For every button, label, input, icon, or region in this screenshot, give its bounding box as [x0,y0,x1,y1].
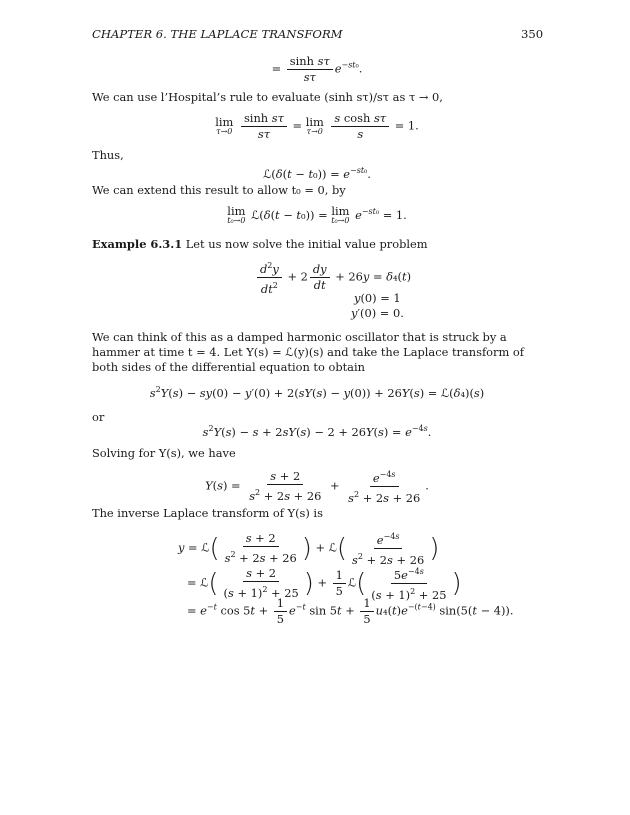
paragraph-thus: Thus, [92,148,124,162]
equation-transformed: $s^2Y(s) - sy(0) - y'(0) + 2(sY(s) - y(0)) + 26Y(s)$ = ℒ(δ₄)(s) [149,385,485,400]
inverse-line-3: = $e^{-t}$ cos 5t + $\frac{1}{5}$ $e^{-t}$ sin 5t + $\frac{1}{5}$ $u_4(t)e^{-(t-4)}$ sin(5(t − 4)). [187,596,514,626]
ivp-initial-y: y(0) = 1 [354,291,401,305]
example-text: Let us now solve the initial value problem [182,237,428,251]
equation-simplified: $s^2Y(s) - s + 2sY(s) - 2 + 26Y(s) = e^{-4s}$. [202,424,432,439]
inverse-line-2: = ℒ( $\frac{s + 2}{(s + 1)^2 + 25}$ ) + $\frac{1}{5}$ ℒ( $\frac{5e^{-4s}}{(s + 1)^2 + 25}$ ) [187,565,462,602]
equation-delta-transform: ℒ(δ(t − $t_0)) = e^{-st_0}$. [263,166,371,181]
equation-sinh-ratio: = $\frac{\text{sinh sτ}}{s\tau}$ $e^{-st_0}$. [271,54,363,84]
example-label: Example 6.3.1 [92,237,183,251]
running-header: CHAPTER 6. THE LAPLACE TRANSFORM [92,27,343,41]
ivp-equation: $\frac{d^2y}{dt^2}$ + 2 $\frac{dy}{dt}$ + 26y = δ₄(t) [255,259,411,296]
page-number: 350 [521,27,544,41]
inverse-line-1: y = ℒ( $\frac{s + 2}{s^2 + 2s + 26}$ ) + ℒ( $\frac{e^{-4s}}{s^2 + 2s + 26}$ ) [178,530,440,567]
paragraph-or: or [92,410,105,424]
paragraph-hospital: We can use l’Hospital’s rule to evaluate (sinh sτ)/sτ as τ → 0, [92,90,443,104]
paragraph-example [92,237,542,252]
equation-limit-sinh: lim τ→0 $\frac{\text{sinh sτ}}{s\tau}$ = lim τ→0 $\frac{\text{s cosh sτ}}{s}$ = 1. [215,111,419,141]
paragraph-oscillator: We can think of this as a damped harmonic oscillator that is struck by a hammer at time t = 4. Let Y(s) = ℒ(y)(s) and take the Laplace transform of both sides of the differential equation to obtain [92,330,524,374]
equation-Y-of-s: Y(s) = $\frac{s + 2}{s^2 + 2s + 26}$ + $\frac{e^{-4s}}{s^2 + 2s + 26}$ . [205,468,429,505]
equation-limit-delta: lim t₀→0 ℒ(δ(t − t₀)) = lim t₀→0 $e^{-st_0} = 1$. [227,204,407,225]
paragraph-solving: Solving for Y(s), we have [92,446,236,460]
ivp-initial-yprime: y′(0) = 0. [351,306,404,320]
paragraph-extend: We can extend this result to allow t₀ = 0, by [92,183,346,197]
paragraph-inverse: The inverse Laplace transform of Y(s) is [92,506,323,520]
